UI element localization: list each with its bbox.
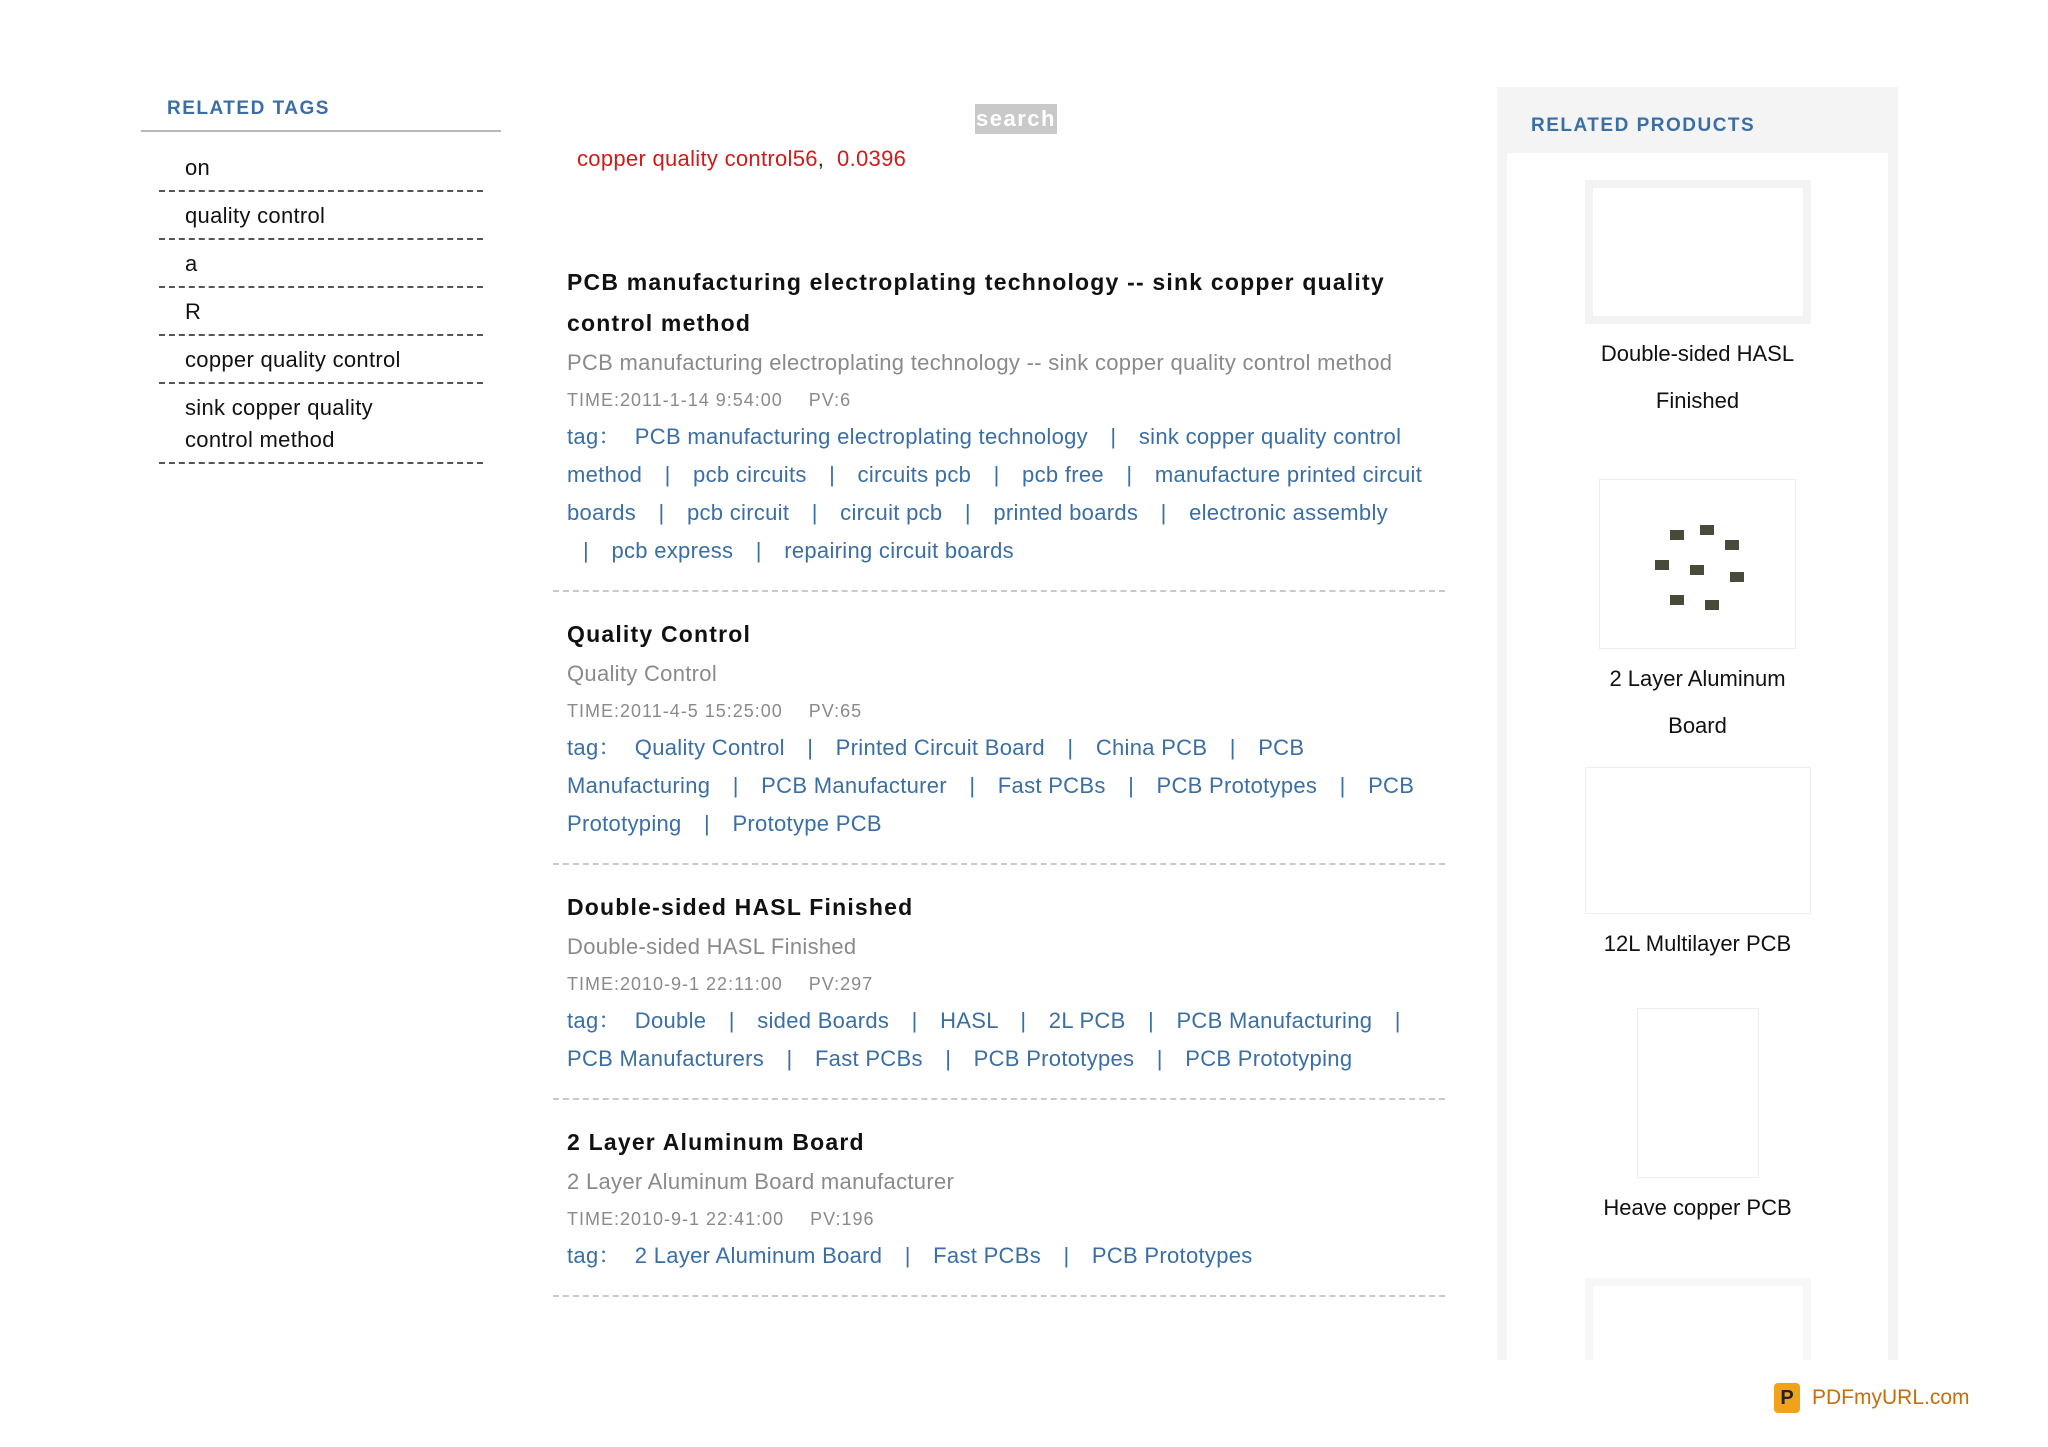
tag-separator: | [969,773,976,798]
tag-link[interactable]: 2 Layer Aluminum Board [634,1243,883,1268]
result-description: Double-sided HASL Finished [567,934,857,959]
tag-link[interactable]: Fast PCBs [997,773,1106,798]
result-time: TIME:2011-4-5 15:25:00 [567,701,783,721]
tag-link[interactable]: PCB manufacturing electroplating technology [634,424,1088,449]
related-tag[interactable]: sink copper quality control method [159,384,483,464]
tag-link[interactable]: PCB Prototypes [1156,773,1318,798]
result-description: Quality Control [567,661,718,686]
result-tags [567,1237,1431,1275]
tag-link[interactable]: PCB Prototypes [1091,1243,1253,1268]
search-stat-separator: , [817,146,825,171]
tag-link[interactable]: pcb free [1022,462,1104,487]
product-image[interactable] [1599,479,1796,649]
result-time: TIME:2011-1-14 9:54:00 [567,390,783,410]
product-name[interactable] [1507,1184,1888,1231]
search-stat [577,146,1445,172]
tag-link[interactable]: PCB Prototyping [567,773,1415,836]
result-pv: PV:196 [810,1209,875,1229]
tag-separator: | [1160,500,1167,525]
tag-label: tag： [567,1243,621,1268]
product-name[interactable] [1507,330,1888,424]
search-button[interactable]: search [975,104,1057,134]
result-item [553,262,1445,592]
result-title[interactable]: Quality Control [567,621,752,647]
tag-link[interactable]: PCB Manufacturers [567,1046,765,1071]
tag-separator: | [1128,773,1135,798]
tag-link[interactable]: HASL [940,1008,998,1033]
result-description: PCB manufacturing electroplating technology -- sink copper quality control method [567,350,1393,375]
result-description: 2 Layer Aluminum Board manufacturer [567,1169,955,1194]
tag-separator: | [1067,735,1074,760]
product-card[interactable] [1507,479,1888,749]
tag-link[interactable]: Double [634,1008,707,1033]
results-list [553,262,1445,1297]
related-tag[interactable]: copper quality control [159,336,483,384]
result-pv: PV:6 [808,390,852,410]
tag-separator: | [1394,1008,1401,1033]
tag-separator: | [1339,773,1346,798]
tag-link[interactable]: Quality Control [634,735,785,760]
tag-label: tag： [567,735,621,760]
search-time: 0.0396 [837,146,907,171]
product-name-line: 2 Layer Aluminum [1609,666,1786,691]
result-pv: PV:297 [808,974,874,994]
tag-link[interactable]: sided Boards [757,1008,890,1033]
related-products-title: RELATED PRODUCTS [1531,115,1756,136]
tag-separator: | [993,462,1000,487]
product-name-line: 12L Multilayer PCB [1603,931,1792,956]
result-meta [567,693,1431,729]
search-row [553,104,1445,144]
result-title[interactable]: 2 Layer Aluminum Board [567,1129,865,1155]
related-tag[interactable]: a [159,240,483,288]
product-name-line: Heave copper PCB [1603,1195,1792,1220]
product-name[interactable] [1507,920,1888,967]
tag-link[interactable]: pcb express [611,538,734,563]
result-meta [567,382,1431,418]
product-name-line: Finished [1655,388,1740,413]
tag-link[interactable]: sink copper quality control method [567,424,1402,487]
tag-separator: | [664,462,671,487]
tag-link[interactable]: repairing circuit boards [784,538,1014,563]
result-tags [567,729,1431,843]
tag-separator: | [786,1046,793,1071]
product-name[interactable] [1507,655,1888,749]
product-image[interactable] [1637,1008,1759,1178]
tag-link[interactable]: circuit pcb [840,500,943,525]
related-tag[interactable]: on [159,144,483,192]
product-image[interactable] [1585,767,1811,914]
tag-link[interactable]: Prototype PCB [732,811,882,836]
related-tag[interactable]: R [159,288,483,336]
result-time: TIME:2010-9-1 22:41:00 [567,1209,785,1229]
tag-link[interactable]: PCB Manufacturing [1176,1008,1373,1033]
product-name-line: Double-sided HASL [1600,341,1795,366]
result-title[interactable]: PCB manufacturing electroplating technology -- sink copper quality control method [567,269,1385,336]
tag-separator: | [807,735,814,760]
tag-link[interactable]: printed boards [993,500,1139,525]
tag-separator: | [904,1243,911,1268]
related-tag[interactable]: quality control [159,192,483,240]
tag-separator: | [829,462,836,487]
tag-link[interactable]: electronic assembly [1189,500,1388,525]
tag-separator: | [1063,1243,1070,1268]
badge-text[interactable]: PDFmyURL.com [1812,1386,1970,1409]
tag-separator: | [911,1008,918,1033]
tag-link[interactable]: PCB Manufacturer [761,773,947,798]
tag-separator: | [728,1008,735,1033]
related-products-list [1507,153,1888,1360]
result-meta [567,1201,1431,1237]
tag-separator: | [811,500,818,525]
tag-separator: | [1020,1008,1027,1033]
search-results-area [553,104,1445,1319]
tag-label: tag： [567,424,621,449]
related-products-panel [1497,87,1898,1360]
tag-label: tag： [567,1008,621,1033]
related-tags-title: RELATED TAGS [141,98,501,132]
related-tags-list [141,144,501,464]
tag-separator: | [1148,1008,1155,1033]
product-card[interactable] [1507,1278,1888,1360]
result-tags [567,1002,1431,1078]
tag-separator: | [1156,1046,1163,1071]
related-tags-panel [141,98,501,464]
pdf-badge-icon: P [1774,1383,1800,1413]
tag-separator: | [755,538,762,563]
tag-separator: | [583,538,590,563]
result-time: TIME:2010-9-1 22:11:00 [567,974,783,994]
search-result-phrase: copper quality control56 [577,146,818,171]
tag-separator: | [964,500,971,525]
tag-link[interactable]: circuits pcb [857,462,972,487]
tag-separator: | [1126,462,1133,487]
result-item [553,887,1445,1100]
tag-link[interactable]: China PCB [1095,735,1208,760]
tag-separator: | [658,500,665,525]
result-item [553,614,1445,865]
product-image[interactable] [1585,1278,1811,1360]
tag-link[interactable]: Fast PCBs [933,1243,1042,1268]
tag-link[interactable]: PCB Manufacturing [567,735,1305,798]
result-pv: PV:65 [808,701,863,721]
product-image[interactable] [1585,180,1811,324]
result-meta [567,966,1431,1002]
result-title[interactable]: Double-sided HASL Finished [567,894,914,920]
tag-separator: | [1110,424,1117,449]
tag-separator: | [945,1046,952,1071]
result-tags [567,418,1431,570]
tag-link[interactable]: Printed Circuit Board [835,735,1045,760]
result-item [553,1122,1445,1297]
tag-link[interactable]: Fast PCBs [814,1046,923,1071]
product-name-line: Board [1668,713,1727,738]
product-card[interactable] [1507,767,1888,967]
tag-separator: | [704,811,711,836]
tag-separator: | [732,773,739,798]
tag-link[interactable]: pcb circuits [693,462,807,487]
pdfmyurl-badge[interactable] [1774,1383,1970,1413]
tag-link[interactable]: manufacture printed circuit boards [567,462,1423,525]
product-card[interactable] [1507,180,1888,424]
tag-link[interactable]: PCB Prototypes [973,1046,1135,1071]
tag-link[interactable]: 2L PCB [1048,1008,1126,1033]
tag-link[interactable]: pcb circuit [686,500,790,525]
tag-link[interactable]: PCB Prototyping [1185,1046,1353,1071]
tag-separator: | [1229,735,1236,760]
product-card[interactable] [1507,1008,1888,1231]
